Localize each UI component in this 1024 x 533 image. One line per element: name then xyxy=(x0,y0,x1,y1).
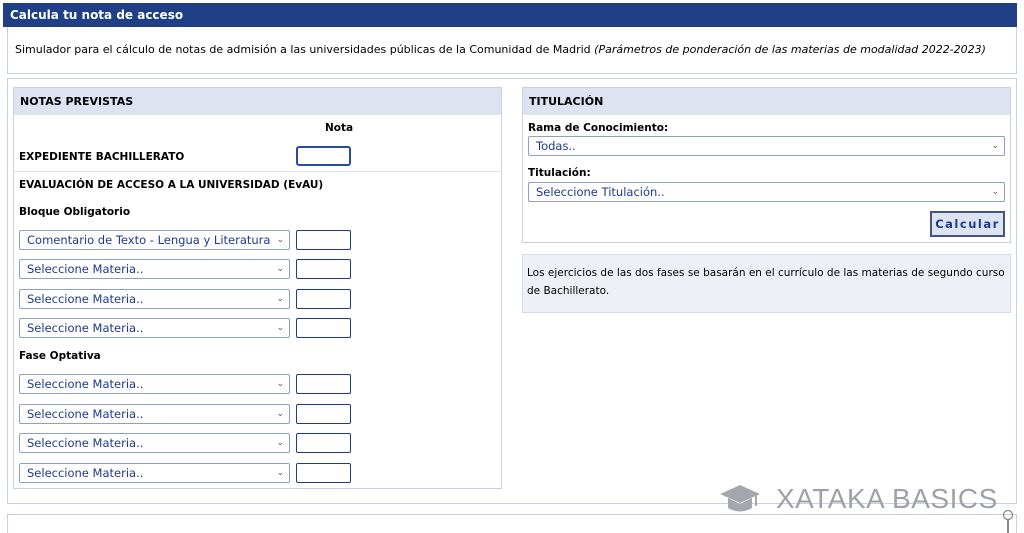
chevron-down-icon: ⌄ xyxy=(991,187,999,197)
titulacion-label: Titulación: xyxy=(528,167,591,179)
select-value: Seleccione Materia.. xyxy=(27,262,144,276)
section-divider xyxy=(13,171,502,172)
bloque-materia-select-1[interactable] xyxy=(19,230,290,250)
chevron-down-icon: ⌄ xyxy=(276,468,284,478)
select-value: Seleccione Materia.. xyxy=(27,466,144,480)
rama-label: Rama de Conocimiento: xyxy=(528,122,669,134)
fase-materia-select-2[interactable] xyxy=(19,404,290,424)
bloque-nota-input-4[interactable] xyxy=(296,318,351,338)
fase-nota-input-1[interactable] xyxy=(296,374,351,394)
expediente-label: EXPEDIENTE BACHILLERATO xyxy=(19,151,185,163)
notas-panel-title: NOTAS PREVISTAS xyxy=(14,88,501,115)
notas-previstas-panel xyxy=(13,87,502,489)
chevron-down-icon: ⌄ xyxy=(276,409,284,419)
app-title: Calcula tu nota de acceso xyxy=(3,3,1017,27)
expediente-nota-input[interactable] xyxy=(296,146,351,166)
calcular-button[interactable]: Calcular xyxy=(930,211,1005,237)
fase-materia-select-3[interactable] xyxy=(19,433,290,453)
select-value: Seleccione Materia.. xyxy=(27,377,144,391)
rama-select[interactable] xyxy=(528,136,1005,156)
chevron-down-icon: ⌄ xyxy=(276,235,284,245)
fase-materia-select-4[interactable] xyxy=(19,463,290,483)
bloque-nota-input-3[interactable] xyxy=(296,289,351,309)
chevron-down-icon: ⌄ xyxy=(276,323,284,333)
select-value: Comentario de Texto - Lengua y Literatura xyxy=(27,233,271,247)
titulacion-panel-title: TITULACIÓN xyxy=(523,88,1010,115)
chevron-down-icon: ⌄ xyxy=(276,294,284,304)
bloque-obligatorio-label: Bloque Obligatorio xyxy=(19,206,131,218)
evau-label: EVALUACIÓN DE ACCESO A LA UNIVERSIDAD (EvAU) xyxy=(19,179,324,191)
bloque-materia-select-4[interactable] xyxy=(19,318,290,338)
fase-nota-input-3[interactable] xyxy=(296,433,351,453)
bloque-materia-select-2[interactable] xyxy=(19,259,290,279)
watermark-text: XATAKA BASICS xyxy=(776,483,998,514)
chevron-down-icon: ⌄ xyxy=(276,264,284,274)
select-value: Todas.. xyxy=(536,139,576,153)
info-note: Los ejercicios de las dos fases se basarán en el currículo de las materias de segundo curso de Bachillerato. xyxy=(522,254,1011,313)
chevron-down-icon: ⌄ xyxy=(276,379,284,389)
watermark xyxy=(718,480,998,518)
nota-column-header: Nota xyxy=(325,122,354,134)
intro-text xyxy=(7,27,1017,74)
scroll-handle-icon[interactable] xyxy=(1000,509,1016,533)
select-value: Seleccione Titulación.. xyxy=(536,185,665,199)
bloque-materia-select-3[interactable] xyxy=(19,289,290,309)
bloque-nota-input-2[interactable] xyxy=(296,259,351,279)
titulacion-select[interactable] xyxy=(528,182,1005,202)
chevron-down-icon: ⌄ xyxy=(276,438,284,448)
intro-parameters-note: (Parámetros de ponderación de las materias de modalidad 2022-2023) xyxy=(594,43,986,56)
intro-description: Simulador para el cálculo de notas de admisión a las universidades públicas de la Comunidad de Madrid xyxy=(15,43,595,56)
bloque-nota-input-1[interactable] xyxy=(296,230,351,250)
fase-nota-input-4[interactable] xyxy=(296,463,351,483)
fase-optativa-label: Fase Optativa xyxy=(19,350,101,362)
chevron-down-icon: ⌄ xyxy=(991,141,999,151)
select-value: Seleccione Materia.. xyxy=(27,407,144,421)
select-value: Seleccione Materia.. xyxy=(27,321,144,335)
fase-nota-input-2[interactable] xyxy=(296,404,351,424)
select-value: Seleccione Materia.. xyxy=(27,436,144,450)
select-value: Seleccione Materia.. xyxy=(27,292,144,306)
graduation-cap-icon xyxy=(718,482,762,516)
fase-materia-select-1[interactable] xyxy=(19,374,290,394)
